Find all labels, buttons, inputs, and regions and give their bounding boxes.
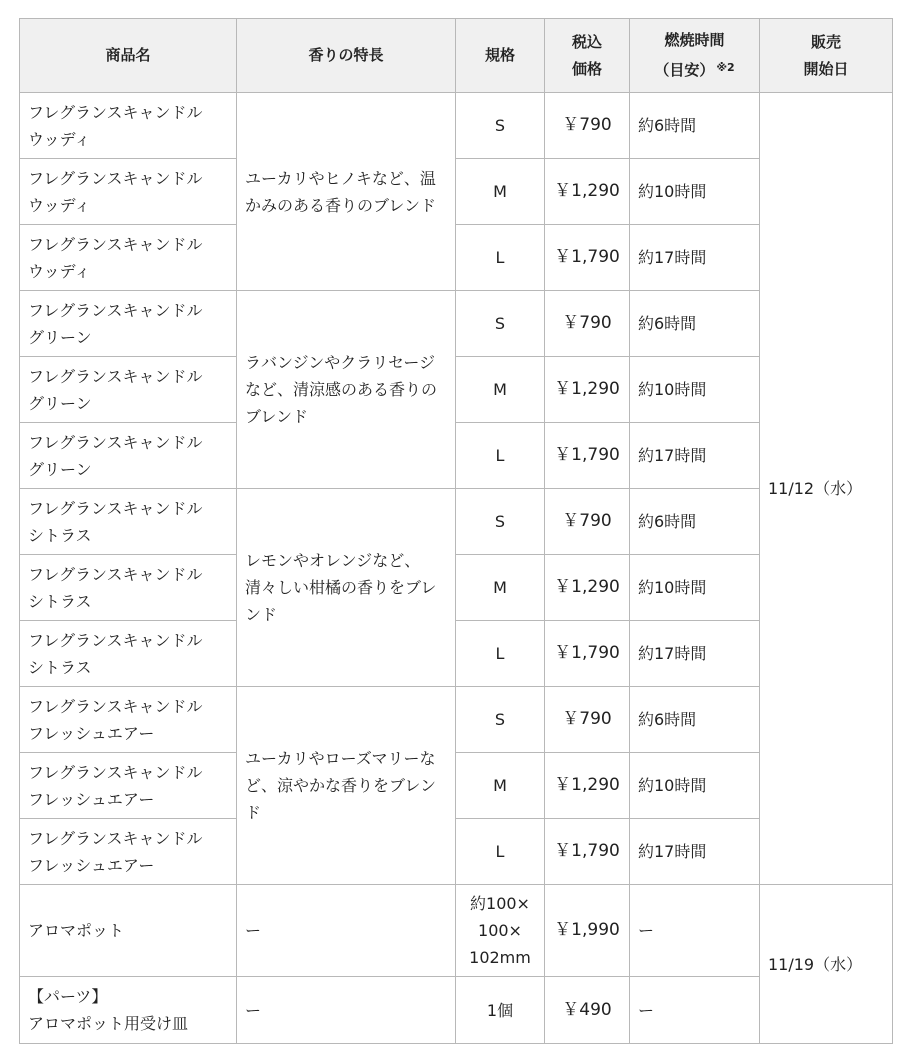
spec-line1: 約100× — [470, 894, 530, 913]
header-release-line1: 販売 — [810, 32, 841, 51]
price-cell: ￥790 — [545, 291, 630, 357]
spec-cell: M — [456, 555, 545, 621]
product-name-line1: 【パーツ】 — [28, 987, 108, 1006]
product-name-cell — [20, 621, 237, 687]
product-name-line1: フレグランスキャンドル — [28, 432, 203, 452]
burn-time-cell: ー — [630, 885, 760, 977]
product-name-cell — [20, 93, 237, 159]
header-price-line2: 価格 — [571, 59, 602, 78]
spec-cell — [456, 885, 545, 977]
product-name-line2: シトラス — [28, 657, 92, 677]
table-row — [20, 885, 893, 977]
release-date-cell: 11/19（水） — [760, 885, 893, 1044]
release-date-cell: 11/12（水） — [760, 93, 893, 885]
product-name-line2: グリーン — [28, 459, 92, 479]
burn-time-cell: 約17時間 — [630, 225, 760, 291]
spec-cell: L — [456, 423, 545, 489]
product-name-line2: フレッシュエアー — [28, 855, 155, 875]
product-name-cell — [20, 977, 237, 1044]
spec-cell: S — [456, 93, 545, 159]
spec-cell: L — [456, 621, 545, 687]
burn-time-cell: 約10時間 — [630, 159, 760, 225]
header-release-date — [760, 19, 893, 93]
product-name-line2: フレッシュエアー — [28, 789, 155, 809]
product-name-line1: フレグランスキャンドル — [28, 366, 203, 386]
product-name-line1: フレグランスキャンドル — [28, 498, 203, 518]
header-row — [20, 19, 893, 93]
table-body — [20, 93, 893, 1044]
header-burn-note: ※2 — [716, 61, 735, 74]
product-name-cell — [20, 291, 237, 357]
header-price-line1: 税込 — [571, 32, 602, 51]
product-name-line1: フレグランスキャンドル — [28, 696, 203, 716]
header-price — [545, 19, 630, 93]
spec-cell: L — [456, 225, 545, 291]
product-name-line1: フレグランスキャンドル — [28, 630, 203, 650]
spec-cell: M — [456, 357, 545, 423]
feature-cell: ユーカリやヒノキなど、温かみのある香りのブレンド — [237, 93, 456, 291]
feature-cell: レモンやオレンジなど、清々しい柑橘の香りをブレンド — [237, 489, 456, 687]
product-name-line2: グリーン — [28, 393, 92, 413]
product-name-line2: ウッディ — [28, 261, 91, 281]
product-name-cell — [20, 423, 237, 489]
product-name-line1: フレグランスキャンドル — [28, 828, 203, 848]
price-cell: ￥1,790 — [545, 225, 630, 291]
header-spec: 規格 — [456, 19, 545, 93]
product-name-line1: フレグランスキャンドル — [28, 762, 203, 782]
header-product-name: 商品名 — [20, 19, 237, 93]
header-burn-time — [630, 19, 760, 93]
header-burn-line2: （目安） — [654, 61, 715, 79]
product-name-line1: フレグランスキャンドル — [28, 168, 203, 188]
price-cell: ￥1,290 — [545, 555, 630, 621]
product-table — [19, 18, 893, 1044]
spec-cell: S — [456, 291, 545, 357]
feature-cell: ユーカリやローズマリーなど、涼やかな香りをブレンド — [237, 687, 456, 885]
product-name-cell — [20, 687, 237, 753]
product-name-line2: ウッディ — [28, 129, 91, 149]
product-name-line2: アロマポット用受け皿 — [28, 1014, 189, 1033]
burn-time-cell: ー — [630, 977, 760, 1044]
price-cell: ￥490 — [545, 977, 630, 1044]
spec-cell: M — [456, 753, 545, 819]
product-name-line2: シトラス — [28, 591, 92, 611]
burn-time-cell: 約17時間 — [630, 819, 760, 885]
product-name-line2: ウッディ — [28, 195, 91, 215]
burn-time-cell: 約6時間 — [630, 93, 760, 159]
spec-cell: 1個 — [456, 977, 545, 1044]
product-name-line1: フレグランスキャンドル — [28, 102, 203, 122]
price-cell: ￥1,790 — [545, 423, 630, 489]
product-name-cell — [20, 489, 237, 555]
product-name-line1: フレグランスキャンドル — [28, 234, 203, 254]
price-cell: ￥790 — [545, 489, 630, 555]
burn-time-cell: 約6時間 — [630, 489, 760, 555]
spec-line2: 100× — [478, 921, 522, 940]
price-cell: ￥1,290 — [545, 753, 630, 819]
price-cell: ￥790 — [545, 687, 630, 753]
spec-line3: 102mm — [469, 948, 531, 967]
price-cell: ￥1,790 — [545, 819, 630, 885]
product-name-line1: フレグランスキャンドル — [28, 300, 203, 320]
product-name-cell — [20, 753, 237, 819]
burn-time-cell: 約10時間 — [630, 753, 760, 819]
price-cell: ￥1,790 — [545, 621, 630, 687]
product-name-cell — [20, 357, 237, 423]
price-cell: ￥1,290 — [545, 159, 630, 225]
spec-cell: M — [456, 159, 545, 225]
burn-time-cell: 約17時間 — [630, 423, 760, 489]
spec-cell: L — [456, 819, 545, 885]
product-name-line2: シトラス — [28, 525, 92, 545]
spec-cell: S — [456, 687, 545, 753]
table-header — [20, 19, 893, 93]
header-release-line2: 開始日 — [803, 59, 849, 78]
product-name-cell — [20, 159, 237, 225]
product-name-cell: アロマポット — [20, 885, 237, 977]
feature-cell: ー — [237, 885, 456, 977]
price-cell: ￥790 — [545, 93, 630, 159]
price-cell: ￥1,290 — [545, 357, 630, 423]
burn-time-cell: 約10時間 — [630, 555, 760, 621]
price-cell: ￥1,990 — [545, 885, 630, 977]
product-name-cell — [20, 555, 237, 621]
product-name-line1: フレグランスキャンドル — [28, 564, 203, 584]
burn-time-cell: 約10時間 — [630, 357, 760, 423]
table-row — [20, 93, 893, 159]
header-feature: 香りの特長 — [237, 19, 456, 93]
product-name-cell — [20, 225, 237, 291]
feature-cell: ー — [237, 977, 456, 1044]
product-name-line2: フレッシュエアー — [28, 723, 155, 743]
product-name-cell — [20, 819, 237, 885]
product-name-line2: グリーン — [28, 327, 92, 347]
burn-time-cell: 約6時間 — [630, 291, 760, 357]
spec-cell: S — [456, 489, 545, 555]
burn-time-cell: 約6時間 — [630, 687, 760, 753]
feature-cell: ラバンジンやクラリセージなど、清涼感のある香りのブレンド — [237, 291, 456, 489]
burn-time-cell: 約17時間 — [630, 621, 760, 687]
header-burn-line1: 燃焼時間 — [664, 31, 725, 49]
